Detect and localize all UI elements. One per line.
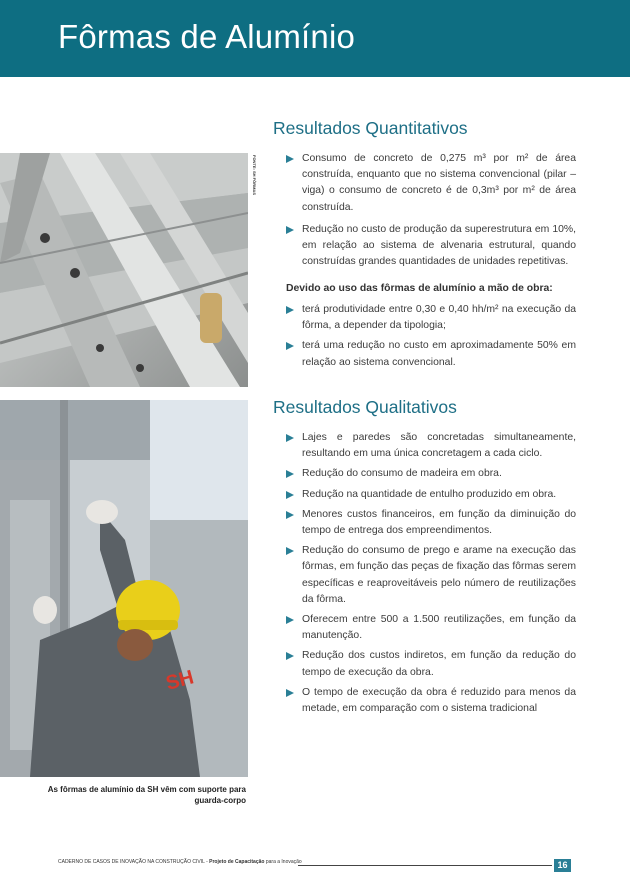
list-item: Menores custos financeiros, em função da diminuição do tempo de entrega dos empreendimentos. [286, 507, 576, 539]
list-item: O tempo de execução da obra é reduzido para menos da metade, em comparação com o sistema tradicional [286, 685, 576, 717]
labor-list [286, 302, 576, 375]
list-item: Oferecem entre 500 a 1.500 reutilizações, em função da manutenção. [286, 612, 576, 644]
labor-subheading: Devido ao uso das fôrmas de alumínio a mão de obra: [286, 283, 553, 294]
bullet-arrow-icon [286, 616, 294, 624]
list-item: terá produtividade entre 0,30 e 0,40 hh/m² na execução da fôrma, a depender da tipologia; [286, 302, 576, 334]
list-item: Redução do consumo de madeira em obra. [286, 466, 576, 482]
list-item: Lajes e paredes são concretadas simultaneamente, resultando em uma única concretagem a cada ciclo. [286, 430, 576, 462]
page-footer [58, 859, 302, 865]
qualitative-title: Resultados Qualitativos [273, 397, 457, 417]
qualitative-list [286, 430, 576, 721]
list-item: Redução do consumo de prego e arame na execução das fôrmas, em função das peças de fixação das fôrmas serem específicas e reaproveitáveis pelo número de reutilizações da fôrma. [286, 543, 576, 608]
list-item: Redução dos custos indiretos, em função da redução do tempo de execução da obra. [286, 648, 576, 680]
quantitative-list [286, 151, 576, 274]
bullet-arrow-icon [286, 491, 294, 499]
list-item: Redução na quantidade de entulho produzido em obra. [286, 487, 576, 503]
worker-image [0, 400, 248, 777]
formwork-ceiling-photo [0, 153, 248, 387]
page-title: Fôrmas de Alumínio [58, 18, 356, 55]
footer-suffix: para a Inovação [264, 859, 302, 865]
bullet-arrow-icon [286, 547, 294, 555]
bullet-arrow-icon [286, 155, 294, 163]
footer-divider [298, 865, 552, 866]
list-item: terá uma redução no custo em aproximadamente 50% em relação ao sistema convencional. [286, 338, 576, 370]
bullet-arrow-icon [286, 511, 294, 519]
photo-credit: FONTE: SH FÔRMAS [252, 155, 257, 195]
bullet-arrow-icon [286, 226, 294, 234]
worker-photo [0, 400, 248, 777]
footer-project: Projeto de Capacitação [209, 859, 265, 865]
page-header [0, 0, 630, 77]
formwork-ceiling-image [0, 153, 248, 387]
bullet-arrow-icon [286, 689, 294, 697]
svg-text:SH: SH [163, 666, 197, 695]
bullet-arrow-icon [286, 306, 294, 314]
bullet-arrow-icon [286, 470, 294, 478]
page-number: 16 [554, 859, 571, 872]
bullet-arrow-icon [286, 434, 294, 442]
footer-publication: CADERNO DE CASOS DE INOVAÇÃO NA CONSTRUÇÃO CIVIL [58, 859, 205, 865]
photo-caption: As fôrmas de alumínio da SH vêm com suporte para guarda-corpo [47, 785, 246, 805]
list-item: Consumo de concreto de 0,275 m³ por m² de área construída, enquanto que no sistema convencional (pilar – viga) o consumo de concreto é de 0,3m³ por m² de área construída. [286, 151, 576, 216]
quantitative-title: Resultados Quantitativos [273, 118, 468, 138]
bullet-arrow-icon [286, 652, 294, 660]
bullet-arrow-icon [286, 342, 294, 350]
list-item: Redução no custo de produção da superestrutura em 10%, em relação ao sistema de alvenaria estrutural, quando construídas grandes quantidades de unidades repetitivas. [286, 222, 576, 271]
footer-separator: - [204, 859, 210, 865]
